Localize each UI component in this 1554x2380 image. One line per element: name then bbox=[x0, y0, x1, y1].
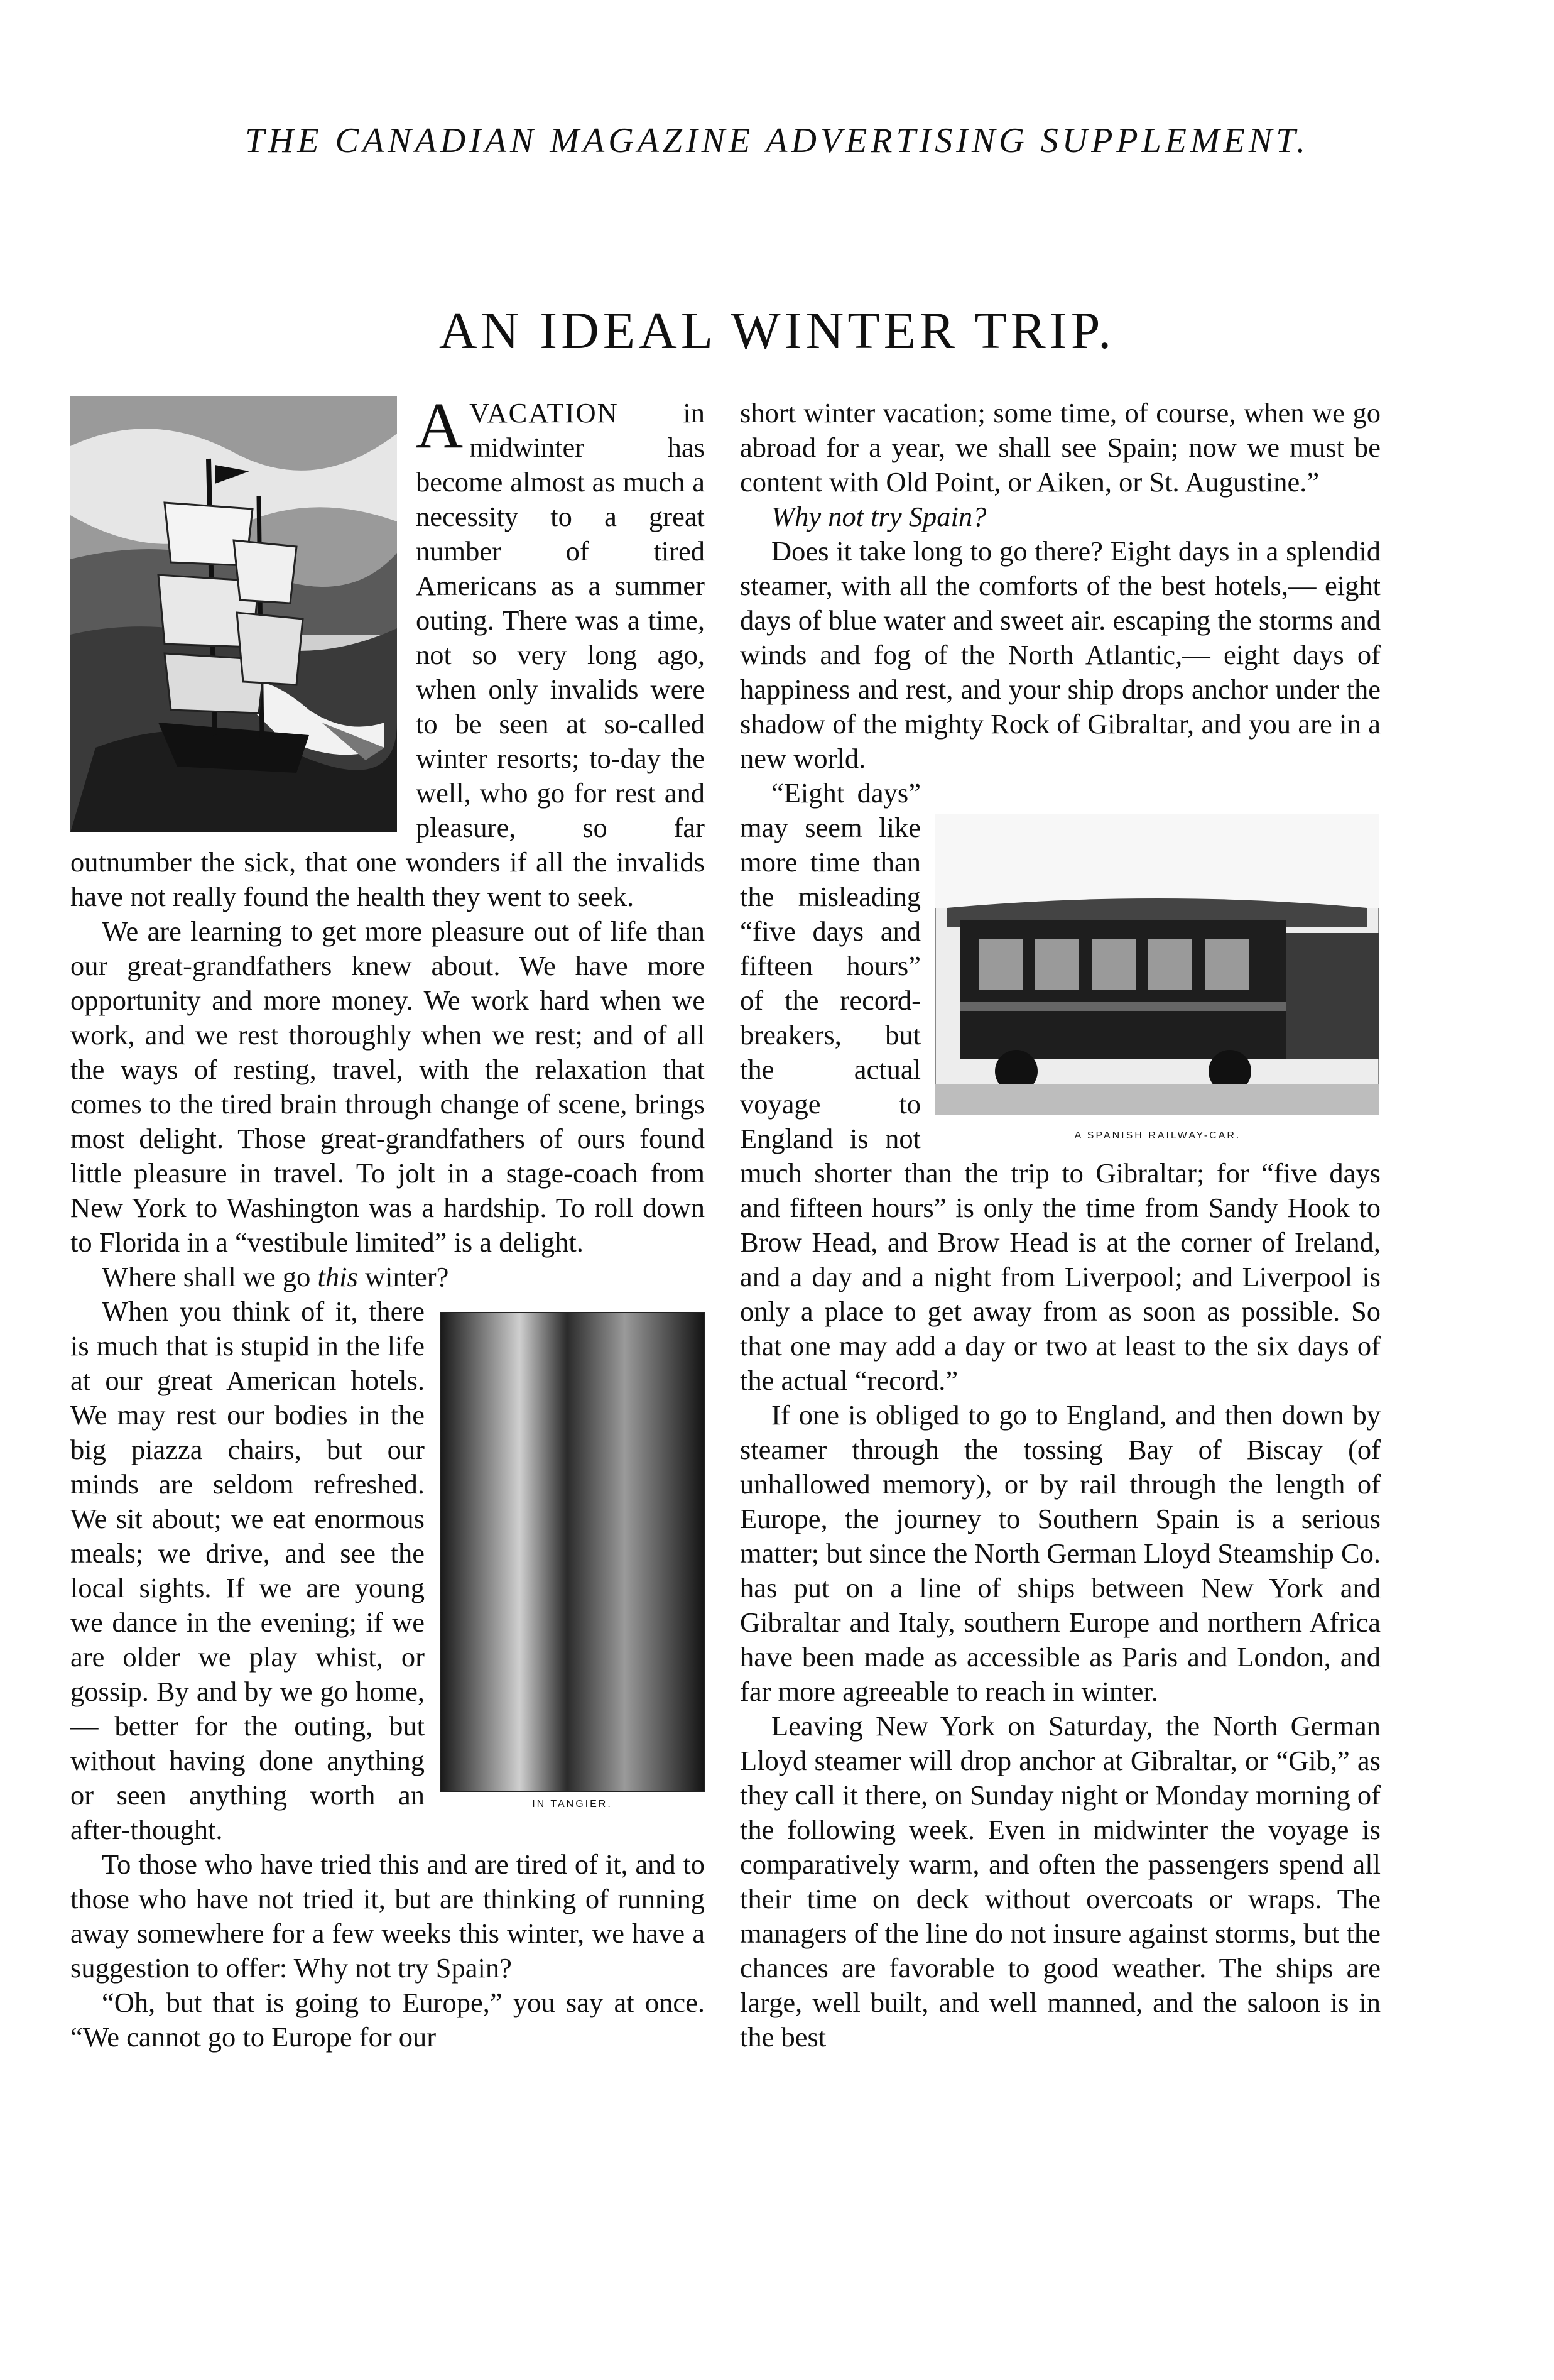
sailing-ship-image bbox=[70, 396, 397, 832]
paragraph: “Oh, but that is going to Europe,” you say at once. “We cannot go to Europe for our bbox=[70, 1987, 705, 2053]
railway-car-caption: A SPANISH RAILWAY-CAR. bbox=[1074, 1130, 1241, 1141]
tangier-figure bbox=[440, 1312, 705, 1812]
paragraph: short winter vacation; some time, of course, when we go abroad for a year, we shall see Spain; now we must be content with Old Point, or Aiken, or St. Augustine.” bbox=[740, 397, 1381, 498]
drop-cap: A bbox=[416, 390, 464, 462]
paragraph: Where shall we go this winter? bbox=[102, 1261, 449, 1292]
railway-car-figure bbox=[935, 814, 1381, 1144]
paragraph: When you think of it, there is much that is stupid in the life at our great American hotels. We may rest our bodies in the big piazza chairs, but our minds are seldom refreshed. We sit about; we eat enormous meals; we drive, and see the local sights. If we are young we dance in the evening; if we are older we play whist, or gossip. By and by we go home,— better for the outing, but without having done anything or seen anything worth an after-thought. bbox=[70, 1296, 425, 1845]
paragraph: Does it take long to go there? Eight days in a splendid steamer, with all the comforts of the best hotels,— eight days of blue water and sweet air. escaping the storms and winds and fog of the North Atlantic,— eight days of happiness and rest, and your ship drops anchor under the shadow of the mighty Rock of Gibraltar, and you are in a new world. bbox=[740, 535, 1381, 774]
paragraph: We are learning to get more pleasure out of life than our great-grandfathers knew about. We have more opportunity and more money. We work hard when we work, and we rest thoroughly when we rest; and of all the ways of resting, travel, with the relaxation that comes to the tired brain through change of scene, brings most delight. Those great-grandfathers of ours found little pleasure in travel. To jolt in a stage-coach from New York to Washington was a hardship. To roll down to Florida in a “vestibule limited” is a delight. bbox=[70, 915, 705, 1258]
paragraph: Leaving New York on Saturday, the North German Lloyd steamer will drop anchor at Gibraltar, or “Gib,” as they call it there, on Sunday night or Monday morning of the following week. Even in midwinter the voyage is comparatively warm, and often the passengers spend all their time on deck without overcoats or wraps. The managers of the line do not insure against storms, but the chances are favorable to good weather. The ships are large, well built, and well manned, and the saloon is in the best bbox=[740, 1710, 1381, 2053]
right-column bbox=[740, 396, 1381, 2055]
emphasis: Why not try Spain? bbox=[771, 501, 987, 532]
article-title: AN IDEAL WINTER TRIP. bbox=[438, 302, 1116, 360]
ship-illustration bbox=[70, 396, 397, 832]
emphasis: this bbox=[317, 1261, 358, 1292]
opening-word: VACATION bbox=[469, 397, 619, 429]
paragraph: If one is obliged to go to England, and then down by steamer through the tossing Bay of Biscay (of unhallowed memory), or by rail through the length of Europe, the journey to Southern Spain is a serious matter; but since the North German Lloyd Steamship Co. has put on a line of ships between New York and Gibraltar and Italy, southern Europe and northern Africa have been made as accessible as Paris and London, and far more agreeable to reach in winter. bbox=[740, 1399, 1381, 1707]
tangier-caption: IN TANGIER. bbox=[532, 1799, 612, 1810]
paragraph bbox=[740, 499, 1381, 534]
paragraph: To those who have tried this and are tired of it, and to those who have not tried it, but are thinking of running away somewhere for a few weeks this winter, we have a suggestion to offer: Why not try Spain? bbox=[70, 1848, 705, 1984]
paragraph: “Eight days” may seem like more time than the misleading “five days and fifteen hours” of the record-breakers, but the actual voyage to England is not much shorter than the trip to Gibraltar; for “five days and fifteen hours” is only the time from Sandy Hook to Brow Head, and Brow Head is at the corner of Ireland, and a day and a night from Liverpool; and Liverpool is only a place to get away from as soon as possible. So that one may add a day or two at least to the six days of the actual “record.” bbox=[740, 777, 1381, 1396]
paragraph-text: in midwinter has become almost as much a necessity to a great number of tired Americans as a summer outing. There was a time, not so very long ago, when only invalids were to be seen at so-called winter resorts; to-day the well, who go for rest and pleasure, so far outnumber the sick, that one wonders if all the invalids have not really found the health they went to seek. bbox=[70, 397, 705, 912]
tangier-photo bbox=[440, 1312, 705, 1792]
running-head: THE CANADIAN MAGAZINE ADVERTISING SUPPLEMENT. bbox=[244, 121, 1310, 160]
railway-car-image bbox=[935, 814, 1379, 1115]
left-column bbox=[70, 390, 705, 2055]
